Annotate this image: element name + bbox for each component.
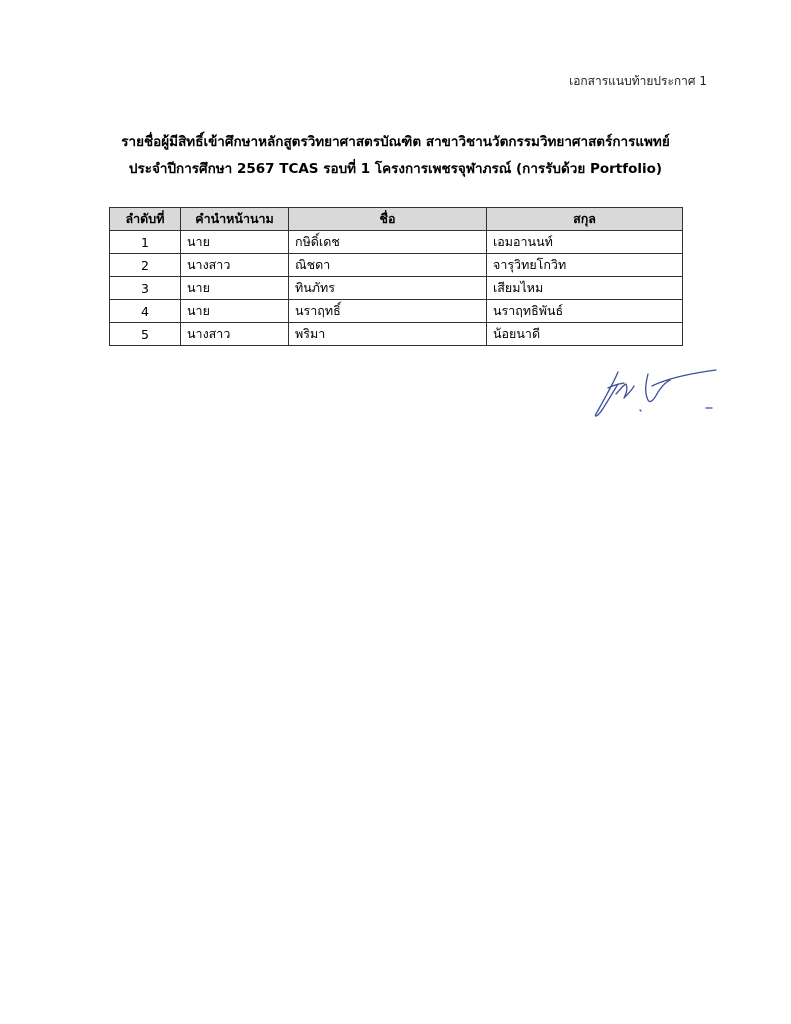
cell-no: 1 — [110, 231, 181, 254]
table-header-row — [110, 208, 683, 231]
cell-no: 2 — [110, 254, 181, 277]
cell-last-name: นราฤทธิพันธ์ — [487, 300, 683, 323]
table-row — [110, 277, 683, 300]
cell-first-name: ณิชดา — [289, 254, 487, 277]
header-no: ลำดับที่ — [110, 208, 181, 231]
cell-no: 4 — [110, 300, 181, 323]
cell-prefix: นางสาว — [181, 254, 289, 277]
cell-no: 5 — [110, 323, 181, 346]
student-roster-table — [109, 207, 683, 346]
header-last-name: สกุล — [487, 208, 683, 231]
cell-prefix: นาย — [181, 231, 289, 254]
cell-last-name: เอมอานนท์ — [487, 231, 683, 254]
table-row — [110, 254, 683, 277]
cell-prefix: นางสาว — [181, 323, 289, 346]
table-row — [110, 231, 683, 254]
table-row — [110, 323, 683, 346]
cell-first-name: ทินภัทร — [289, 277, 487, 300]
table-row — [110, 300, 683, 323]
page-reference: เอกสารแนบท้ายประกาศ 1 — [569, 74, 707, 88]
document-title-line-1: รายชื่อผู้มีสิทธิ์เข้าศึกษาหลักสูตรวิทยาศาสตรบัณฑิต สาขาวิชานวัตกรรมวิทยาศาสตร์การแพทย์ — [121, 134, 670, 150]
document-title-line-2: ประจำปีการศึกษา 2567 TCAS รอบที่ 1 โครงการเพชรจุฬาภรณ์ (การรับด้วย Portfolio) — [128, 161, 663, 177]
cell-prefix: นาย — [181, 277, 289, 300]
cell-last-name: จารุวิทยโกวิท — [487, 254, 683, 277]
cell-first-name: กษิดิ์เดช — [289, 231, 487, 254]
cell-last-name: น้อยนาดี — [487, 323, 683, 346]
cell-first-name: นราฤทธิ์ — [289, 300, 487, 323]
cell-no: 3 — [110, 277, 181, 300]
handwritten-signature — [588, 364, 728, 424]
cell-first-name: พริมา — [289, 323, 487, 346]
header-first-name: ชื่อ — [289, 208, 487, 231]
cell-prefix: นาย — [181, 300, 289, 323]
header-prefix: คำนำหน้านาม — [181, 208, 289, 231]
cell-last-name: เสียมไหม — [487, 277, 683, 300]
